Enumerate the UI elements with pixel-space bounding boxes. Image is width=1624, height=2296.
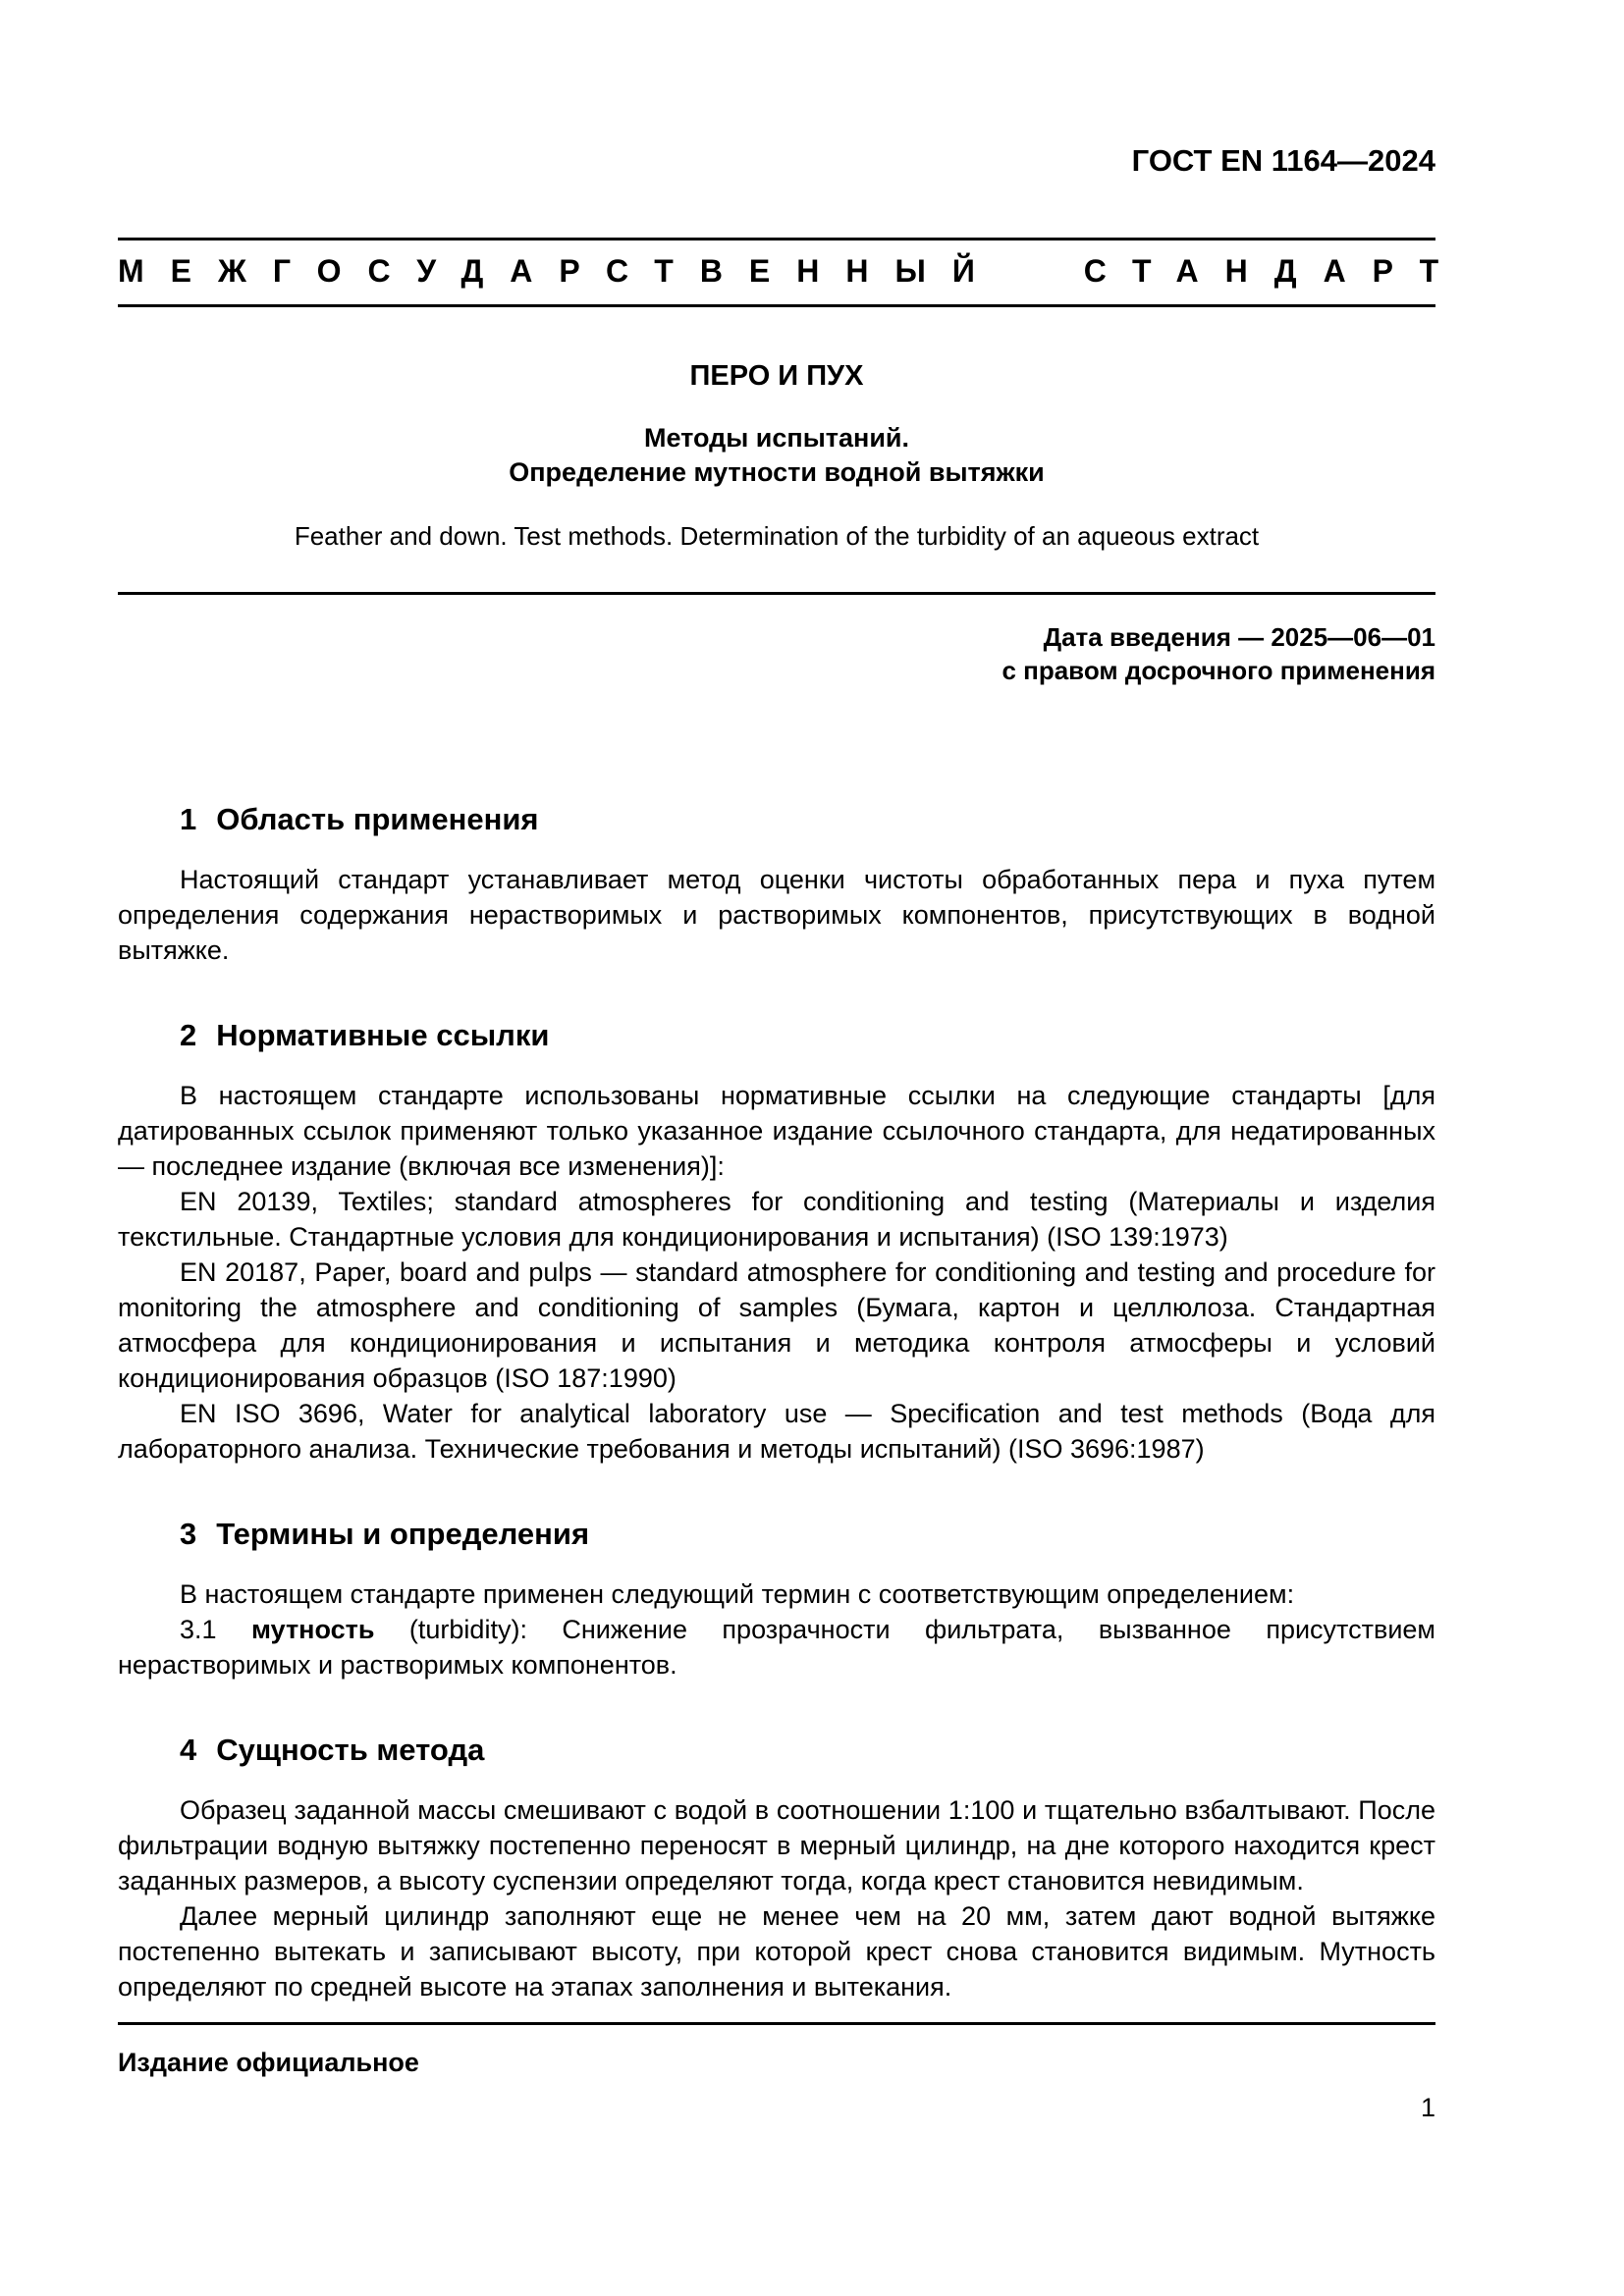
section-normative-references <box>118 1019 1435 1467</box>
term-word: мутность <box>251 1615 375 1644</box>
heading-number: 2 <box>180 1018 197 1052</box>
banner-title: МЕЖГОСУДАРСТВЕННЫЙ СТАНДАРТ <box>118 253 1466 289</box>
term-definition <box>118 1612 1435 1682</box>
section-principle <box>118 1734 1435 2004</box>
section-heading <box>118 1734 1435 1767</box>
paragraph: Далее мерный цилиндр заполняют еще не менее чем на 20 мм, затем дают водной вытяжке постепенно вытекать и записывают высоту, при которой крест снова становится видимым. Мутность определяют по средней высоте на этапах заполнения и вытекания. <box>118 1901 1435 2002</box>
paragraph: В настоящем стандарте использованы нормативные ссылки на следующие стандарты [для датированных ссылок применяют только указанное издание ссылочного стандарта, для недатированных — последнее издание (включая все изменения)]: <box>118 1081 1435 1181</box>
paragraph: EN 20139, Textiles; standard atmospheres for conditioning and testing (Материалы и изделия текстильные. Стандартные условия для кондиционирования и испытания) (ISO 139:1973) <box>118 1187 1435 1252</box>
heading-label: Сущность метода <box>216 1733 485 1767</box>
paragraph: Настоящий стандарт устанавливает метод оценки чистоты обработанных пера и пуха путем определения содержания нерастворимых и растворимых компонентов, присутствующих в водной вытяжке. <box>118 865 1435 965</box>
footer-rule <box>118 2022 1435 2025</box>
term-text: (turbidity): Снижение прозрачности фильтрата, вызванное присутствием нерастворимых и растворимых компонентов. <box>118 1615 1435 1680</box>
paragraph: Образец заданной массы смешивают с водой в соотношении 1:100 и тщательно взбалтывают. После фильтрации водную вытяжку постепенно переносят в мерный цилиндр, на дне которого находится крест заданных размеров, а высоту суспензии определяют тогда, когда крест становится невидимым. <box>118 1795 1435 1896</box>
paragraph: В настоящем стандарте применен следующий термин с соответствующим определением: <box>180 1579 1295 1609</box>
section-heading <box>118 803 1435 836</box>
page-number: 1 <box>1420 2093 1435 2122</box>
separator-rule <box>118 592 1435 595</box>
heading-label: Нормативные ссылки <box>216 1018 550 1052</box>
document-subtitle <box>118 421 1435 490</box>
effective-date-line-1: Дата введения — 2025—06—01 <box>1043 622 1435 652</box>
heading-number: 1 <box>180 802 197 836</box>
section-scope <box>118 803 1435 968</box>
section-heading <box>118 1518 1435 1551</box>
subtitle-line-1: Методы испытаний. <box>643 423 910 453</box>
heading-number: 4 <box>180 1733 197 1767</box>
effective-date <box>118 620 1435 687</box>
heading-label: Термины и определения <box>216 1517 590 1551</box>
heading-number: 3 <box>180 1517 197 1551</box>
doc-code: ГОСТ EN 1164—2024 <box>1131 143 1435 178</box>
section-terms-definitions <box>118 1518 1435 1682</box>
document-subject: ПЕРО И ПУХ <box>689 360 864 392</box>
paragraph: EN 20187, Paper, board and pulps — standard atmosphere for conditioning and testing and procedure for monitoring the atmosphere and conditioning of samples (Бумага, картон и целлюлоза. Стандартная атмосфера для кондиционирования и испытания и методика контроля атмосферы и условий кондиционирования образцов (ISO 187:1990) <box>118 1257 1435 1393</box>
heading-label: Область применения <box>216 802 539 836</box>
effective-date-line-2: с правом досрочного применения <box>1001 656 1435 685</box>
subtitle-line-2: Определение мутности водной вытяжки <box>509 457 1045 487</box>
subtitle-english: Feather and down. Test methods. Determination of the turbidity of an aqueous extract <box>294 521 1260 551</box>
section-heading <box>118 1019 1435 1052</box>
official-edition-note: Издание официальное <box>118 2048 419 2077</box>
term-number: 3.1 <box>180 1615 217 1644</box>
standard-type-banner <box>118 238 1466 307</box>
paragraph: EN ISO 3696, Water for analytical laboratory use — Specification and test methods (Вода для лабораторного анализа. Технические требования и методы испытаний) (ISO 3696:1987) <box>118 1399 1435 1464</box>
